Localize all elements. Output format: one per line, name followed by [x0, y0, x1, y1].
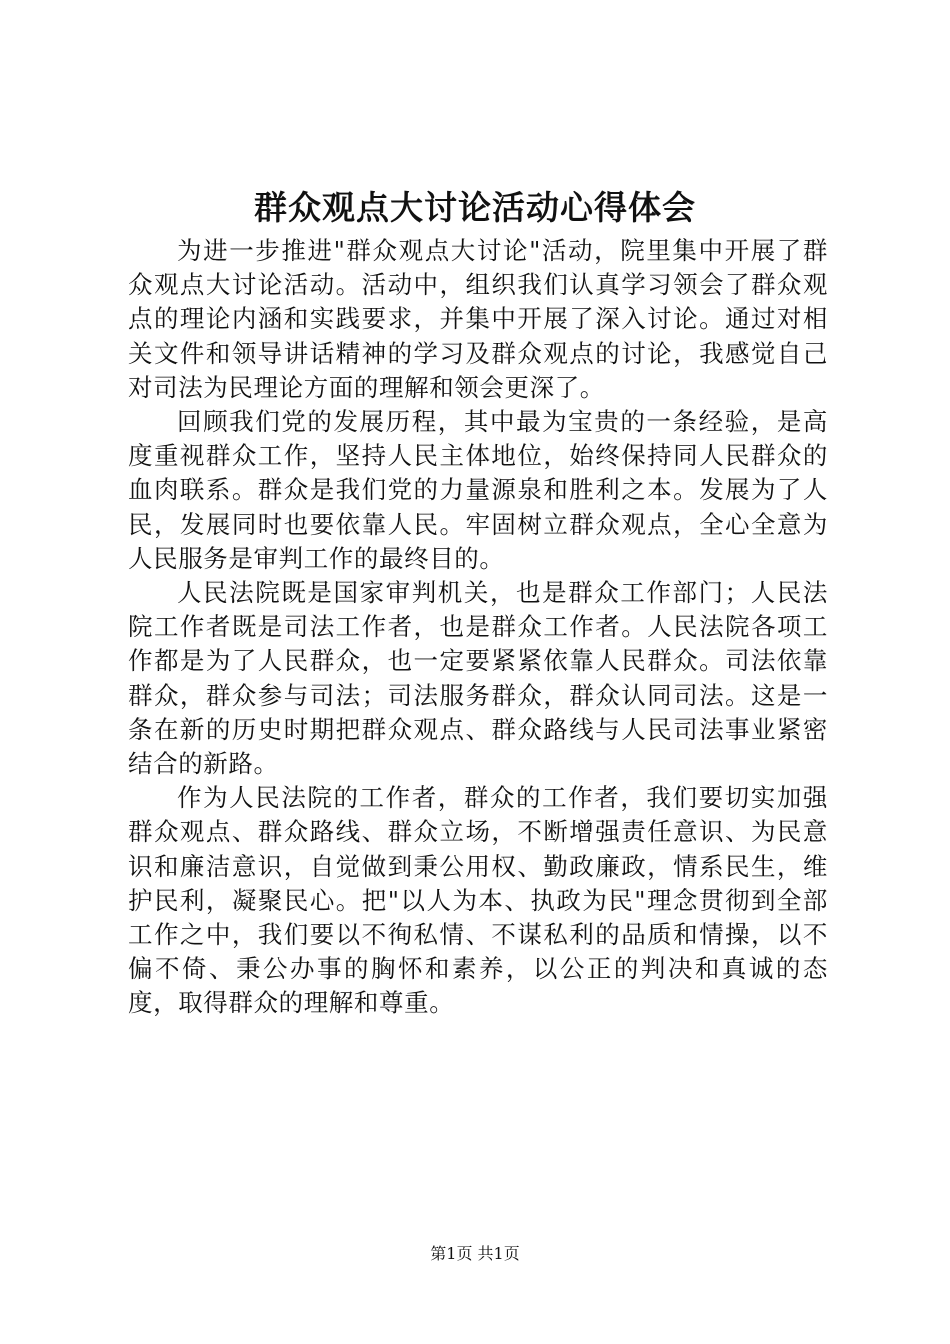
paragraph-3: 人民法院既是国家审判机关，也是群众工作部门；人民法院工作者既是司法工作者，也是群众工作者。人民法院各项工作都是为了人民群众，也一定要紧紧依靠人民群众。司法依靠群众，群众参与司法；司法服务群众，群众认同司法。这是一条在新的历史时期把群众观点、群众路线与人民司法事业紧密结合的新路。 [128, 578, 828, 779]
paragraph-4: 作为人民法院的工作者，群众的工作者，我们要切实加强群众观点、群众路线、群众立场，不断增强责任意识、为民意识和廉洁意识，自觉做到秉公用权、勤政廉政，情系民生，维护民利，凝聚民心。把"以人为本、执政为民"理念贯彻到全部工作之中，我们要以不徇私情、不谋私利的品质和情操，以不偏不倚、秉公办事的胸怀和素养，以公正的判决和真诚的态度，取得群众的理解和尊重。 [128, 783, 828, 1018]
document-title: 群众观点大讨论活动心得体会 [254, 188, 696, 227]
paragraph-2: 回顾我们党的发展历程，其中最为宝贵的一条经验，是高度重视群众工作，坚持人民主体地位，始终保持同人民群众的血肉联系。群众是我们党的力量源泉和胜利之本。发展为了人民，发展同时也要依靠人民。牢固树立群众观点，全心全意为人民服务是审判工作的最终目的。 [128, 407, 828, 573]
paragraph-1: 为进一步推进"群众观点大讨论"活动，院里集中开展了群众观点大讨论活动。活动中，组织我们认真学习领会了群众观点的理论内涵和实践要求，并集中开展了深入讨论。通过对相关文件和领导讲话精神的学习及群众观点的讨论，我感觉自己对司法为民理论方面的理解和领会更深了。 [128, 236, 828, 402]
page-footer: 第1页 共1页 [430, 1244, 520, 1263]
document-body [128, 234, 828, 1021]
